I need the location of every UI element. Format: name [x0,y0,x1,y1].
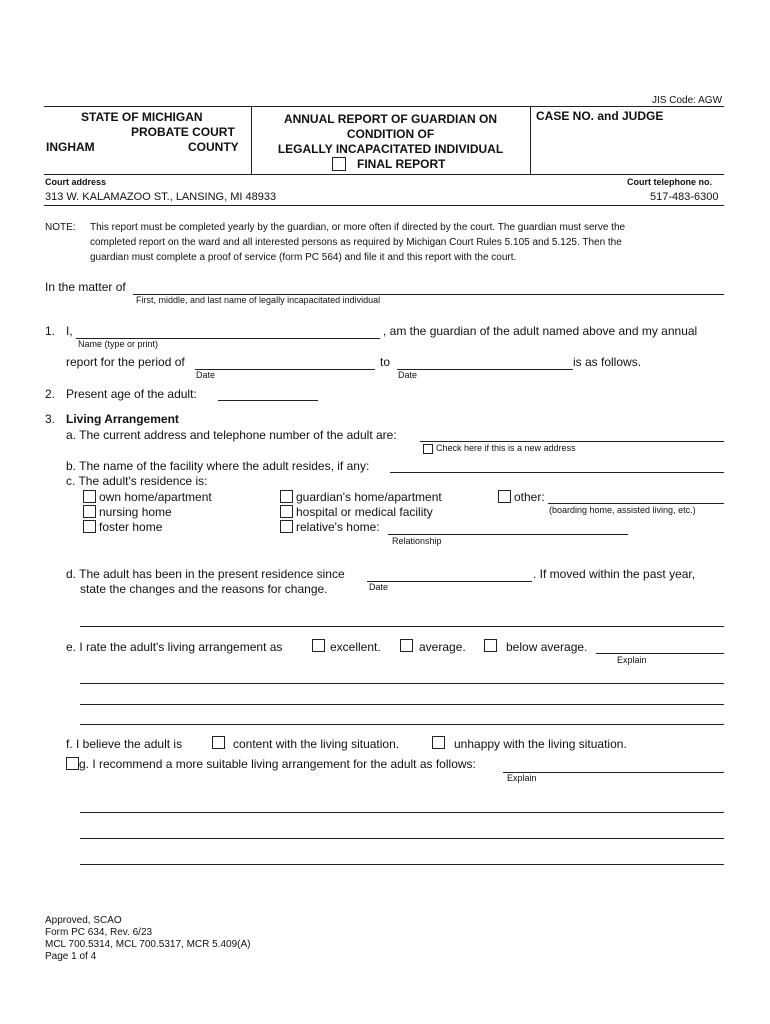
period-end-hint: Date [398,370,418,380]
state-label: STATE OF MICHIGAN [81,110,203,124]
excellent-label: excellent. [330,640,381,654]
court-phone: 517-483-6300 [650,191,719,203]
residence-changes-input[interactable] [80,610,724,627]
foster-home-label: foster home [99,520,163,534]
footer-page: Page 1 of 4 [45,951,97,962]
final-report-checkbox[interactable] [332,157,346,171]
court-phone-label: Court telephone no. [627,177,712,187]
period-to: to [380,355,391,369]
own-home-label: own home/apartment [99,490,212,504]
header-top-rule [44,106,724,107]
content-checkbox[interactable] [212,736,225,749]
note-label: NOTE: [45,222,76,233]
court-label: PROBATE COURT [131,125,235,139]
footer-form-number: Form PC 634, Rev. 6/23 [45,927,153,938]
average-checkbox[interactable] [400,639,413,652]
guardians-home-label: guardian's home/apartment [296,490,442,504]
note-line1: This report must be completed yearly by the guardian, or more often if directed by the court. The guardian must serve the [90,222,626,233]
header-bottom-rule [44,174,724,175]
residence-since-input[interactable] [367,565,532,582]
recommend-line2[interactable] [80,796,724,813]
period-start-input[interactable] [195,353,375,370]
recommend-explain-hint: Explain [507,773,537,783]
other-label: other: [514,490,545,504]
item1-number: 1. [45,324,56,338]
jis-code: JIS Code: AGW [652,95,723,106]
nursing-home-checkbox[interactable] [83,505,96,518]
case-no-label: CASE NO. and JUDGE [536,109,664,123]
header-divider-right [530,106,531,174]
hospital-checkbox[interactable] [280,505,293,518]
recommend-checkbox[interactable] [66,757,79,770]
new-address-label: Check here if this is a new address [436,443,576,453]
item3-number: 3. [45,412,56,426]
item3g-label: g. I recommend a more suitable living arrangement for the adult as follows: [79,757,476,771]
note-line2: completed report on the ward and all interested persons as required by Michigan Court Rules 5.105 and 5.125. Then the [90,237,622,248]
living-arrangement-title: Living Arrangement [66,412,179,426]
period-end-input[interactable] [397,353,573,370]
recommend-line3[interactable] [80,822,724,839]
average-label: average. [419,640,466,654]
recommend-explain-input[interactable] [503,756,724,773]
item3f-label: f. I believe the adult is [66,737,183,751]
item3e-label: e. I rate the adult's living arrangement as [66,640,283,654]
rating-explain-line3[interactable] [80,688,724,705]
foster-home-checkbox[interactable] [83,520,96,533]
period-label: report for the period of [66,355,185,369]
nursing-home-label: nursing home [99,505,172,519]
item1-prefix: I, [66,324,73,338]
content-label: content with the living situation. [233,737,400,751]
item2-number: 2. [45,387,56,401]
period-follows: is as follows. [573,355,642,369]
county-name: INGHAM [46,140,95,154]
form-title-line3: LEGALLY INCAPACITATED INDIVIDUAL [277,142,504,156]
form-title-line2: CONDITION OF [346,127,435,141]
court-info-rule [44,205,724,206]
below-average-checkbox[interactable] [484,639,497,652]
rating-explain-hint: Explain [617,655,647,665]
relatives-home-label: relative's home: [296,520,380,534]
unhappy-checkbox[interactable] [432,736,445,749]
guardian-name-hint: Name (type or print) [78,339,159,349]
note-line3: guardian must complete a proof of service (form PC 564) and file it and this report with the court. [90,252,517,263]
hospital-label: hospital or medical facility [296,505,433,519]
facility-name-input[interactable] [390,456,724,473]
item3d-line2: state the changes and the reasons for change. [80,582,328,596]
matter-hint: First, middle, and last name of legally incapacitated individual [136,295,381,305]
court-address: 313 W. KALAMAZOO ST., LANSING, MI 48933 [45,191,277,203]
rating-explain-input[interactable] [596,637,724,654]
below-average-label: below average. [506,640,588,654]
item3d-after: . If moved within the past year, [533,567,696,581]
matter-label: In the matter of [45,280,126,294]
recommend-line4[interactable] [80,848,724,865]
county-label: COUNTY [188,140,239,154]
final-report-label: FINAL REPORT [357,157,446,171]
period-start-hint: Date [196,370,216,380]
adult-address-input[interactable] [420,425,724,442]
item3a-label: a. The current address and telephone number of the adult are: [66,428,397,442]
excellent-checkbox[interactable] [312,639,325,652]
rating-explain-line2[interactable] [80,667,724,684]
item1-suffix: , am the guardian of the adult named above and my annual [383,324,698,338]
footer-approved: Approved, SCAO [45,915,122,926]
residence-since-hint: Date [369,582,389,592]
item3c-label: c. The adult's residence is: [66,474,208,488]
other-input[interactable] [548,487,724,504]
rating-explain-line4[interactable] [80,708,724,725]
form-title-line1: ANNUAL REPORT OF GUARDIAN ON [283,112,498,126]
item2-label: Present age of the adult: [66,387,197,401]
other-checkbox[interactable] [498,490,511,503]
court-address-label: Court address [45,177,107,187]
footer-statutes: MCL 700.5314, MCL 700.5317, MCR 5.409(A) [45,939,251,950]
relatives-home-checkbox[interactable] [280,520,293,533]
matter-name-input[interactable] [133,278,724,295]
adult-age-input[interactable] [218,384,318,401]
new-address-checkbox[interactable] [423,444,433,454]
item3d-line1: d. The adult has been in the present residence since [66,567,345,581]
item3b-label: b. The name of the facility where the adult resides, if any: [66,459,370,473]
other-hint: (boarding home, assisted living, etc.) [549,505,696,515]
relationship-hint: Relationship [392,536,442,546]
unhappy-label: unhappy with the living situation. [454,737,627,751]
own-home-checkbox[interactable] [83,490,96,503]
guardian-name-input[interactable] [76,322,380,339]
relationship-input[interactable] [388,518,628,535]
guardians-home-checkbox[interactable] [280,490,293,503]
